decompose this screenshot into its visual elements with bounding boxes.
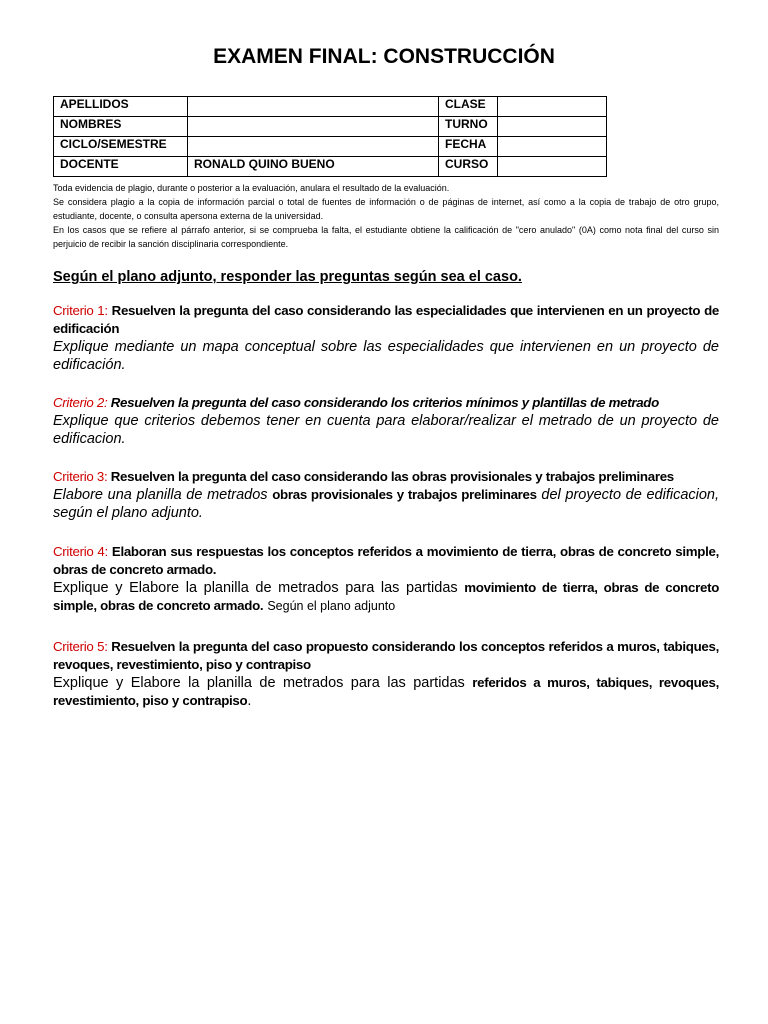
body-bold-text: obras provisionales y trabajos preliminares [272, 487, 537, 502]
table-row [54, 117, 607, 137]
page-title: EXAMEN FINAL: CONSTRUCCIÓN [213, 45, 555, 68]
body-text: . [247, 693, 252, 709]
criterio-title-line [53, 543, 719, 579]
section-heading: Según el plano adjunto, responder las preguntas según sea el caso. [53, 269, 522, 285]
table-cell-label: CICLO/SEMESTRE [54, 137, 188, 157]
student-info-table [53, 96, 607, 177]
table-cell-value [188, 137, 439, 157]
criterio-body: Explique mediante un mapa conceptual sobre las especialidades que intervienen en un proyecto de edificación. [53, 339, 719, 373]
body-bold-text: movimiento de tierra, obras de concreto simple, obras de concreto armado. [53, 580, 720, 613]
criterio-body: Explique que criterios debemos tener en cuenta para elaborar/realizar el metrado de un proyecto de edificacion. [53, 413, 719, 447]
table-cell-label: CURSO [439, 157, 498, 177]
body-text: del proyecto de edificacion, según el plano adjunto. [53, 487, 720, 521]
body-text: Explique y Elabore la planilla de metrados para las partidas [53, 675, 465, 691]
table-cell-value: RONALD QUINO BUENO [188, 157, 439, 177]
table-cell-label: APELLIDOS [54, 97, 188, 117]
criterio-title: Elaboran sus respuestas los conceptos referidos a movimiento de tierra, obras de concreto simple, obras de concreto armado. [53, 544, 719, 577]
table-row [54, 157, 607, 177]
table-cell-value [188, 97, 439, 117]
criterio-label: Criterio 2: [53, 395, 108, 410]
table-cell-label: TURNO [439, 117, 498, 137]
table-row [54, 137, 607, 157]
criterio-title-line [53, 468, 719, 486]
criterio-3 [53, 468, 719, 522]
criterio-4 [53, 543, 719, 615]
table-cell-label: NOMBRES [54, 117, 188, 137]
criterio-title-line [53, 302, 719, 338]
notice-paragraph: Toda evidencia de plagio, durante o posterior a la evaluación, anulara el resultado de la evaluación. [53, 183, 450, 193]
criterio-label: Criterio 1: [53, 303, 108, 318]
criterio-title: Resuelven la pregunta del caso considerando las obras provisionales y trabajos preliminares [110, 469, 674, 484]
body-text: Explique y Elabore la planilla de metrados para las partidas [53, 580, 458, 596]
body-text: Según el plano adjunto [267, 599, 396, 613]
table-cell-label: FECHA [439, 137, 498, 157]
table-cell-value [498, 117, 607, 137]
body-text: Elabore una planilla de metrados [53, 487, 268, 503]
table-cell-label: CLASE [439, 97, 498, 117]
table-cell-value [498, 97, 607, 117]
table-row [54, 97, 607, 117]
criterio-body [53, 674, 719, 710]
criterio-label: Criterio 4: [53, 544, 108, 559]
plagiarism-notice [53, 181, 719, 251]
criterio-title: Resuelven la pregunta del caso considerando los criterios mínimos y plantillas de metrado [110, 395, 659, 410]
criterio-label: Criterio 3: [53, 469, 108, 484]
criterio-body [53, 486, 719, 522]
criterio-body [53, 579, 719, 615]
table-cell-value [188, 117, 439, 137]
criterio-2 [53, 394, 719, 448]
criterio-5 [53, 638, 719, 710]
body-bold-text: referidos a muros, tabiques, revoques, revestimiento, piso y contrapiso [53, 675, 720, 708]
table-cell-value [498, 137, 607, 157]
notice-paragraph: En los casos que se refiere al párrafo anterior, si se comprueba la falta, el estudiante obtiene la calificación de "cero anulado" (0A) como nota final del curso sin perjuicio de recibir la sanción disciplinaria correspondiente. [53, 225, 719, 249]
table-cell-value [498, 157, 607, 177]
criterio-title: Resuelven la pregunta del caso considerando las especialidades que intervienen en un proyecto de edificación [53, 303, 719, 336]
criterio-label: Criterio 5: [53, 639, 108, 654]
criterio-title: Resuelven la pregunta del caso propuesto considerando los conceptos referidos a muros, tabiques, revoques, revestimiento, piso y contrapiso [53, 639, 719, 672]
criterio-title-line [53, 394, 719, 412]
notice-paragraph: Se considera plagio a la copia de información parcial o total de fuentes de información o de páginas de internet, así como a la copia de trabajo de otro grupo, estudiante, docente, o consulta apersona externa de la universidad. [53, 197, 719, 221]
table-cell-label: DOCENTE [54, 157, 188, 177]
criterio-1 [53, 302, 719, 374]
criterio-title-line [53, 638, 719, 674]
